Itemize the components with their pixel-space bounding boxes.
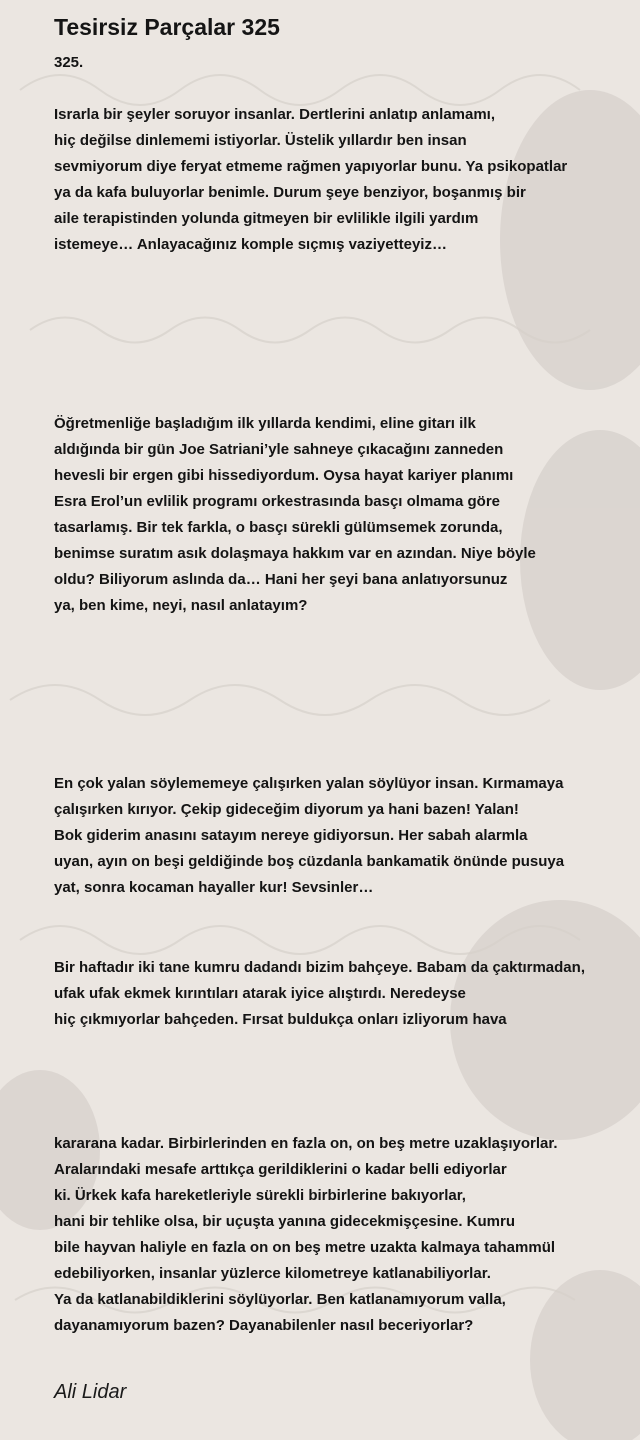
poem-line: Aralarındaki mesafe arttıkça gerildiklerini o kadar belli ediyorlar bbox=[54, 1161, 507, 1178]
poem-line: oldu? Biliyorum aslında da… Hani her şeyi bana anlatıyorsunuz bbox=[54, 571, 508, 588]
poem-line: Bir haftadır iki tane kumru dadandı bizim bahçeye. Babam da çaktırmadan, bbox=[54, 959, 585, 976]
poem-line: benimse suratım asık dolaşmaya hakkım var en azından. Niye böyle bbox=[54, 545, 536, 562]
poem-author: Ali Lidar bbox=[54, 1381, 127, 1403]
poem-line: hiç çıkmıyorlar bahçeden. Fırsat buldukça onları izliyorum hava bbox=[54, 1011, 507, 1028]
poem-line: dayanamıyorum bazen? Dayanabilenler nasıl beceriyorlar? bbox=[54, 1317, 474, 1334]
poem-line: hiç değilse dinlememi istiyorlar. Üstelik yıllardır ben insan bbox=[54, 132, 467, 149]
poem-line: aldığında bir gün Joe Satriani’yle sahneye çıkacağını zanneden bbox=[54, 441, 504, 458]
poem-line: çalışırken kırıyor. Çekip gideceğim diyorum ya hani bazen! Yalan! bbox=[54, 801, 519, 818]
stanza-4 bbox=[54, 955, 634, 1033]
poem-line: uyan, ayın on beşi geldiğinde boş cüzdanla bankamatik önünde pusuya bbox=[54, 853, 565, 870]
poem-line: bile hayvan haliyle en fazla on on beş metre uzakta kalmaya tahammül bbox=[54, 1239, 556, 1256]
poem-line: Israrla bir şeyler soruyor insanlar. Dertlerini anlatıp anlamamı, bbox=[54, 106, 496, 123]
poem-line: edebiliyorken, insanlar yüzlerce kilometreye katlanabiliyorlar. bbox=[54, 1265, 491, 1282]
poem-line: hani bir tehlike olsa, bir uçuşta yanına gidecekmişçesine. Kumru bbox=[54, 1213, 515, 1230]
stanza-1 bbox=[54, 102, 634, 258]
stanza-3 bbox=[54, 771, 634, 901]
poem-line: ya da kafa buluyorlar benimle. Durum şeye benziyor, boşanmış bir bbox=[54, 184, 526, 201]
poem-line: ki. Ürkek kafa hareketleriyle sürekli birbirlerine bakıyorlar, bbox=[54, 1187, 466, 1204]
poem-line: En çok yalan söylememeye çalışırken yalan söylüyor insan. Kırmamaya bbox=[54, 775, 564, 792]
poem-line: ya, ben kime, neyi, nasıl anlatayım? bbox=[54, 597, 308, 614]
poem-line: tasarlamış. Bir tek farkla, o basçı sürekli gülümsemek zorunda, bbox=[54, 519, 503, 536]
poem-line: Esra Erol’un evlilik programı orkestrasında basçı olmama göre bbox=[54, 493, 501, 510]
poem-line: Ya da katlanabildiklerini söylüyorlar. Ben katlanamıyorum valla, bbox=[54, 1291, 506, 1308]
stanza-5 bbox=[54, 1131, 634, 1339]
poem-line: Bok giderim anasını satayım nereye gidiyorsun. Her sabah alarmla bbox=[54, 827, 528, 844]
poem-line: Öğretmenliğe başladığım ilk yıllarda kendimi, eline gitarı ilk bbox=[54, 415, 476, 432]
poem-title: Tesirsiz Parçalar 325 bbox=[54, 14, 280, 40]
stanza-2 bbox=[54, 411, 634, 619]
poem-line: aile terapistinden yolunda gitmeyen bir evlilikle ilgili yardım bbox=[54, 210, 479, 227]
poem-line: ufak ufak ekmek kırıntıları atarak iyice alıştırdı. Neredeyse bbox=[54, 985, 466, 1002]
poem-line: kararana kadar. Birbirlerinden en fazla on, on beş metre uzaklaşıyorlar. bbox=[54, 1135, 558, 1152]
poem-line: hevesli bir ergen gibi hissediyordum. Oysa hayat kariyer planımı bbox=[54, 467, 514, 484]
poem-number: 325. bbox=[54, 54, 84, 71]
poem-line: istemeye… Anlayacağınız komple sıçmış vaziyetteyiz… bbox=[54, 236, 447, 253]
poem-line: yat, sonra kocaman hayaller kur! Sevsinler… bbox=[54, 879, 374, 896]
poem-line: sevmiyorum diye feryat etmeme rağmen yapıyorlar bunu. Ya psikopatlar bbox=[54, 158, 568, 175]
